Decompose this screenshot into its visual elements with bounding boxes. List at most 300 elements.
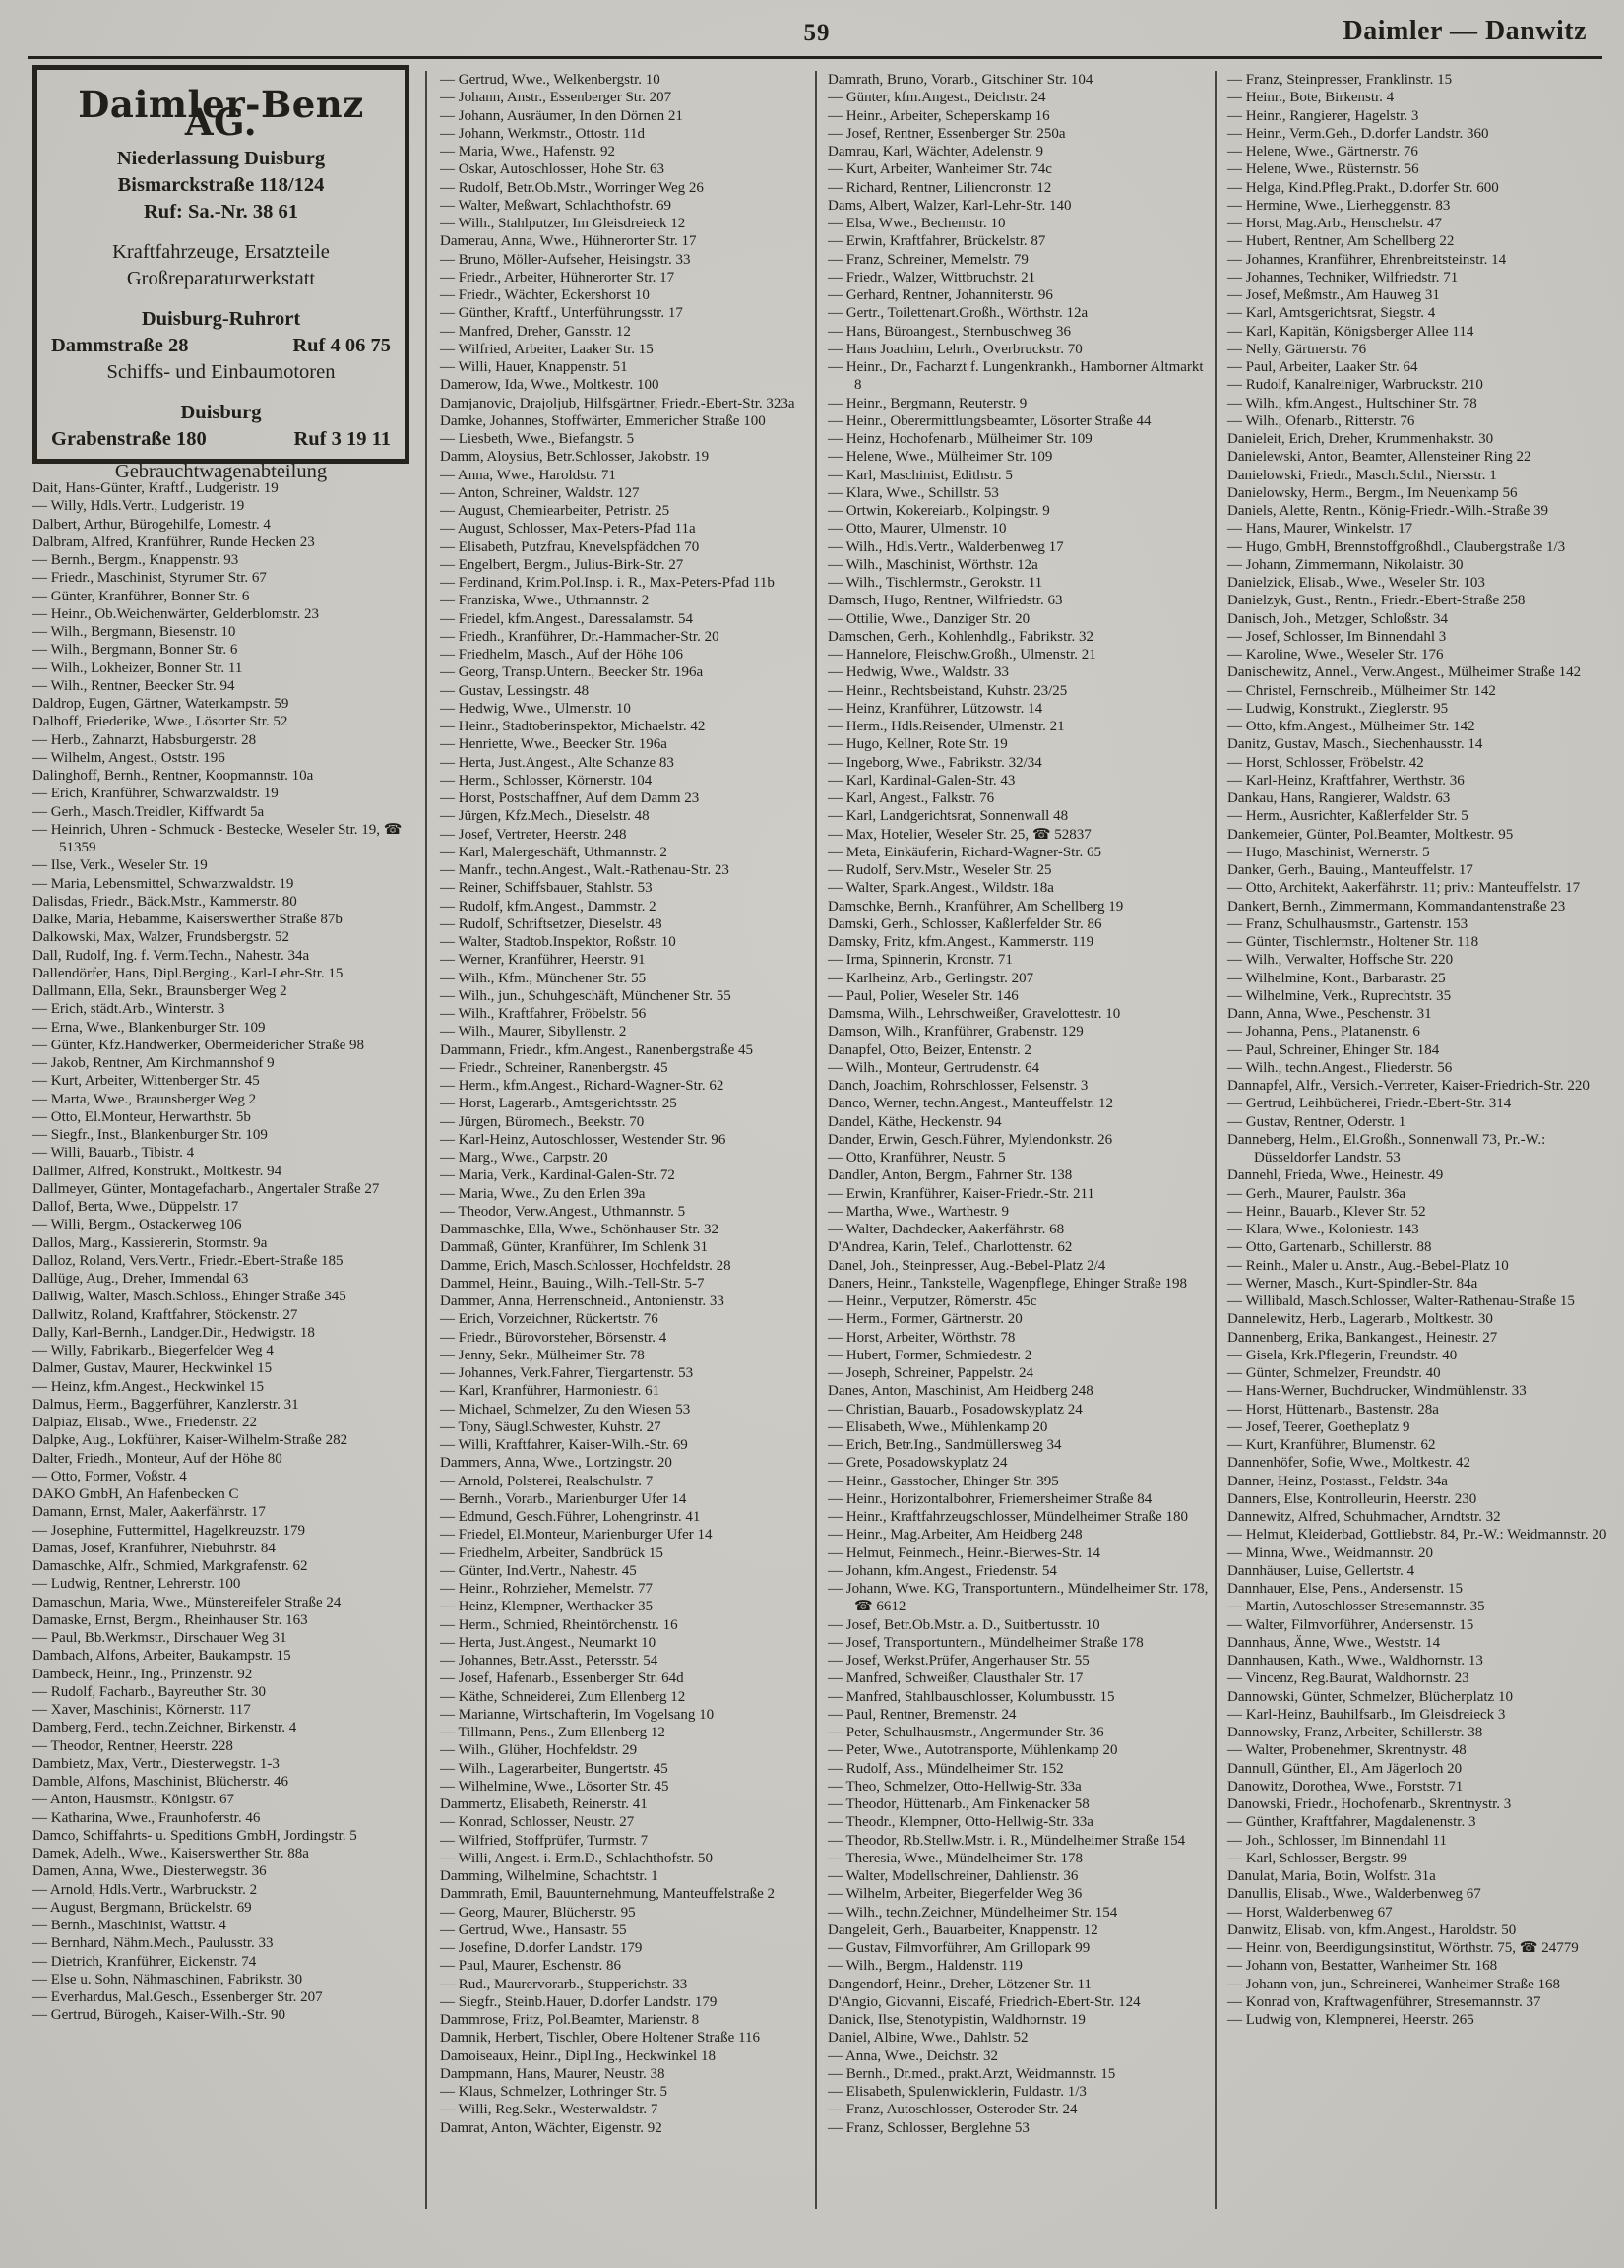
directory-entry: — Paul, Maurer, Eschenstr. 86 <box>440 1958 621 1975</box>
directory-entry: — Günter, Schmelzer, Freundstr. 40 <box>1227 1365 1441 1381</box>
directory-entry: Dander, Erwin, Gesch.Führer, Mylendonkstr. 26 <box>828 1131 1113 1148</box>
directory-entry: Dammaschke, Ella, Wwe., Schönhauser Str. 32 <box>440 1222 718 1237</box>
directory-entry: Damco, Schiffahrts- u. Speditions GmbH, Jordingstr. 5 <box>32 1827 357 1844</box>
directory-entry: — Friedh., Kranführer, Dr.-Hammacher-Str. 20 <box>440 628 719 645</box>
directory-entry: — Horst, Postschaffner, Auf dem Damm 23 <box>440 790 700 806</box>
directory-entry: — Josef, Transportuntern., Mündelheimer Straße 178 <box>828 1634 1144 1651</box>
directory-entry: — Friedr., Arbeiter, Hühnerorter Str. 17 <box>440 269 675 285</box>
directory-entry: — Liesbeth, Wwe., Biefangstr. 5 <box>440 431 635 447</box>
directory-entry: — Willibald, Masch.Schlosser, Walter-Rathenau-Straße 15 <box>1227 1293 1575 1309</box>
ad-location1-address <box>37 333 405 359</box>
directory-entry: — Theodor, Hüttenarb., Am Finkenacker 58 <box>828 1796 1090 1812</box>
directory-entry: Dallmeyer, Günter, Montagefacharb., Angertaler Straße 27 <box>32 1180 380 1197</box>
directory-entry: Danielowsky, Herm., Bergm., Im Neuenkamp 56 <box>1227 484 1518 501</box>
directory-entry: — Herm., Hdls.Reisender, Ulmenstr. 21 <box>828 719 1065 734</box>
directory-entry: Danner, Heinz, Postasst., Feldstr. 34a <box>1227 1473 1448 1489</box>
directory-entry: — Heinrich, Uhren - Schmuck - Bestecke, Weseler Str. 19, ☎ 51359 <box>32 821 403 855</box>
directory-entry: — Tony, Säugl.Schwester, Kuhstr. 27 <box>440 1418 661 1435</box>
directory-entry: — Karl, Maschinist, Edithstr. 5 <box>828 467 1013 483</box>
directory-entry: — Dietrich, Kranführer, Eickenstr. 74 <box>32 1953 257 1970</box>
directory-entry: Dalhoff, Friederike, Wwe., Lösorter Str. 52 <box>32 714 288 730</box>
directory-entry: — Herm., Schmied, Rheintörchenstr. 16 <box>440 1616 678 1633</box>
directory-entry: — Heinr., Rangierer, Hagelstr. 3 <box>1227 107 1419 124</box>
directory-entry: — Karl-Heinz, Kraftfahrer, Werthstr. 36 <box>1227 772 1465 788</box>
directory-entry: — Georg, Transp.Untern., Beecker Str. 196a <box>440 664 704 681</box>
directory-entry: — Heinz, Kranführer, Lützowstr. 14 <box>828 700 1043 717</box>
directory-entry: — Heinr., Gasstocher, Ehinger Str. 395 <box>828 1473 1059 1489</box>
directory-entry: — Theodor, Rentner, Heerstr. 228 <box>32 1737 233 1754</box>
directory-entry: — Erna, Wwe., Blankenburger Str. 109 <box>32 1019 266 1036</box>
directory-entry: — Johannes, Techniker, Wilfriedstr. 71 <box>1227 269 1459 285</box>
directory-entry: — Wilh., Monteur, Gertrudenstr. 64 <box>828 1059 1040 1076</box>
ad-location2-sub: Gebrauchtwagenabteilung <box>114 460 328 482</box>
directory-entry: DAKO GmbH, An Hafenbecken C <box>32 1486 239 1502</box>
directory-entry: — Hedwig, Wwe., Ulmenstr. 10 <box>440 700 631 717</box>
directory-entry: — Karl, Kardinal-Galen-Str. 43 <box>828 772 1016 788</box>
directory-entry: — Friedhelm, Arbeiter, Sandbrück 15 <box>440 1544 663 1561</box>
directory-entry: — Manfr., techn.Angest., Walt.-Rathenau-Str. 23 <box>440 862 729 878</box>
directory-entry: — Ottilie, Wwe., Danziger Str. 20 <box>828 610 1031 627</box>
directory-entry: — Konrad, Schlosser, Neustr. 27 <box>440 1814 635 1831</box>
ad-location1-sub: Schiffs- und Einbaumotoren <box>106 360 336 383</box>
directory-entry: — Wilh., Maschinist, Wörthstr. 12a <box>828 556 1038 573</box>
directory-entry: — Helmut, Feinmech., Heinr.-Bierwes-Str. 14 <box>828 1544 1101 1561</box>
entry-list-3 <box>828 71 1212 2137</box>
directory-entry: — Elisabeth, Putzfrau, Knevelspfädchen 70 <box>440 538 700 555</box>
directory-entry: Damme, Erich, Masch.Schlosser, Hochfeldstr. 28 <box>440 1257 731 1274</box>
directory-entry: — Jakob, Rentner, Am Kirchmannshof 9 <box>32 1055 275 1071</box>
ad-location1-phone: Ruf 4 06 75 <box>292 334 391 356</box>
directory-entry: — Helene, Wwe., Rüsternstr. 56 <box>1227 161 1419 178</box>
directory-entry: — Paul, Arbeiter, Laaker Str. 64 <box>1227 359 1418 375</box>
directory-entry: — Everhardus, Mal.Gesch., Essenberger Str. 207 <box>32 1989 323 2005</box>
directory-entry: Danners, Else, Kontrolleurin, Heerstr. 230 <box>1227 1490 1477 1507</box>
ad-company-name: Daimler-Benz AG. <box>78 83 364 145</box>
directory-entry: — Günter, Tischlermstr., Holtener Str. 118 <box>1227 934 1479 950</box>
directory-entry: Damaske, Ernst, Bergm., Rheinhauser Str. 163 <box>32 1611 308 1628</box>
directory-entry: Dait, Hans-Günter, Kraftf., Ludgeristr. 19 <box>32 480 279 496</box>
directory-entry: — Gustav, Rentner, Oderstr. 1 <box>1227 1113 1406 1130</box>
directory-entry: — Wilh., Tischlermstr., Gerokstr. 11 <box>828 575 1043 591</box>
directory-entry: — Wilh., Bergm., Haldenstr. 119 <box>828 1958 1023 1975</box>
directory-entry: — Rudolf, Facharb., Bayreuther Str. 30 <box>32 1683 267 1700</box>
directory-entry: — Helene, Wwe., Gärtnerstr. 76 <box>1227 144 1418 159</box>
directory-entry: — Friedhelm, Masch., Auf der Höhe 106 <box>440 647 684 662</box>
directory-entry: — August, Schlosser, Max-Peters-Pfad 11a <box>440 521 696 537</box>
directory-entry: — Günter, Ind.Vertr., Nahestr. 45 <box>440 1562 637 1579</box>
directory-entry: — Oskar, Autoschlosser, Hohe Str. 63 <box>440 161 664 178</box>
directory-entry: — Gerhard, Rentner, Johanniterstr. 96 <box>828 287 1053 303</box>
directory-entry: — Franziska, Wwe., Uthmannstr. 2 <box>440 593 650 609</box>
directory-entry: — Vincenz, Reg.Baurat, Waldhornstr. 23 <box>1227 1670 1469 1687</box>
directory-entry: — Karl, Angest., Falkstr. 76 <box>828 790 995 806</box>
directory-entry: — Rud., Maurervorarb., Stupperichstr. 33 <box>440 1976 688 1992</box>
directory-entry: — Wilfried, Stoffprüfer, Turmstr. 7 <box>440 1832 649 1849</box>
directory-entry: — Gisela, Krk.Pflegerin, Freundstr. 40 <box>1227 1347 1458 1363</box>
directory-entry: — Herb., Zahnarzt, Habsburgerstr. 28 <box>32 731 257 748</box>
directory-entry: — Kurt, Arbeiter, Wanheimer Str. 74c <box>828 161 1052 178</box>
directory-entry: Dallmann, Ella, Sekr., Braunsberger Weg 2 <box>32 983 287 999</box>
directory-entry: — Günter, Kfz.Handwerker, Obermeidericher Straße 98 <box>32 1037 364 1053</box>
directory-entry: — Reiner, Schiffsbauer, Stahlstr. 53 <box>440 880 653 897</box>
directory-entry: — Ortwin, Kokereiarb., Kolpingstr. 9 <box>828 503 1050 519</box>
directory-entry: — Heinr., Arbeiter, Scheperskamp 16 <box>828 107 1050 124</box>
directory-entry: Damas, Josef, Kranführer, Niebuhrstr. 84 <box>32 1540 276 1556</box>
directory-entry: — Ferdinand, Krim.Pol.Insp. i. R., Max-Peters-Pfad 11b <box>440 575 775 591</box>
directory-entry: — Anna, Wwe., Deichstr. 32 <box>828 2048 999 2064</box>
ad-phone: Ruf: Sa.-Nr. 38 61 <box>144 200 298 222</box>
directory-entry: — Walter, Stadtob.Inspektor, Roßstr. 10 <box>440 934 676 950</box>
directory-entry: — Gertrud, Wwe., Welkenbergstr. 10 <box>440 72 660 88</box>
directory-entry: Dallwig, Walter, Masch.Schloss., Ehinger Straße 345 <box>32 1289 346 1305</box>
directory-entry: — Erich, Betr.Ing., Sandmüllersweg 34 <box>828 1437 1062 1453</box>
directory-entry: — Josef, Schlosser, Im Binnendahl 3 <box>1227 628 1447 645</box>
directory-entry: — Heinr., Horizontalbohrer, Friemersheimer Straße 84 <box>828 1490 1153 1507</box>
directory-entry: Dannhauer, Else, Pens., Andersenstr. 15 <box>1227 1581 1463 1597</box>
ad-location1-street: Dammstraße 28 <box>51 334 189 356</box>
directory-entry: — Rudolf, Ass., Mündelheimer Str. 152 <box>828 1760 1064 1777</box>
directory-entry: — Jenny, Sekr., Mülheimer Str. 78 <box>440 1347 645 1363</box>
directory-entry: — Anna, Wwe., Haroldstr. 71 <box>440 467 616 483</box>
directory-entry: Damrat, Anton, Wächter, Eigenstr. 92 <box>440 2119 662 2136</box>
directory-entry: — Johann, kfm.Angest., Friedenstr. 54 <box>828 1562 1057 1579</box>
directory-entry: — Paul, Rentner, Bremenstr. 24 <box>828 1706 1017 1723</box>
directory-entry: — Manfred, Dreher, Gansstr. 12 <box>440 323 631 340</box>
directory-entry: Damson, Wilh., Kranführer, Grabenstr. 129 <box>828 1024 1084 1040</box>
directory-entry: — Heinr., Rohrzieher, Memelstr. 77 <box>440 1581 654 1597</box>
directory-entry: — Karoline, Wwe., Weseler Str. 176 <box>1227 647 1444 662</box>
directory-entry: — Martha, Wwe., Warthestr. 9 <box>828 1203 1010 1220</box>
directory-entry: — Joh., Schlosser, Im Binnendahl 11 <box>1227 1832 1447 1849</box>
directory-entry: — Heinz, Hochofenarb., Mülheimer Str. 109 <box>828 431 1093 447</box>
directory-entry: Danulat, Maria, Botin, Wolfstr. 31a <box>1227 1868 1436 1884</box>
directory-entry: — Wilh., jun., Schuhgeschäft, Münchener Str. 55 <box>440 987 731 1004</box>
directory-entry: — Bernh., Dr.med., prakt.Arzt, Weidmannstr. 15 <box>828 2065 1116 2082</box>
directory-entry: — Helmut, Kleiderbad, Gottliebstr. 84, Pr.-W.: Weidmannstr. 20 <box>1227 1527 1607 1544</box>
directory-entry: Danullis, Elisab., Wwe., Walderbenweg 67 <box>1227 1886 1481 1903</box>
directory-entry: — Herta, Just.Angest., Alte Schanze 83 <box>440 754 674 771</box>
directory-entry: — Christian, Bauarb., Posadowskyplatz 24 <box>828 1401 1083 1418</box>
directory-entry: Danco, Werner, techn.Angest., Manteuffelstr. 12 <box>828 1096 1114 1112</box>
directory-entry: — Erich, Vorzeichner, Rückertstr. 76 <box>440 1311 658 1328</box>
directory-entry: — Walter, Spark.Angest., Wildstr. 18a <box>828 880 1054 897</box>
directory-entry: — Wilh., Stahlputzer, Im Gleisdreieck 12 <box>440 216 686 231</box>
directory-entry: — Willy, Fabrikarb., Biegerfelder Weg 4 <box>32 1343 274 1358</box>
directory-entry: — Heinr., Ob.Weichenwärter, Gelderblomstr. 23 <box>32 605 320 622</box>
directory-entry: — Friedr., Bürovorsteher, Börsenstr. 4 <box>440 1329 667 1346</box>
directory-entry: — Josef, Meßmstr., Am Hauweg 31 <box>1227 287 1440 303</box>
directory-entry: — Heinr., Oberermittlungsbeamter, Lösorter Straße 44 <box>828 412 1152 429</box>
directory-entry: Damaschke, Alfr., Schmied, Markgrafenstr. 62 <box>32 1558 308 1574</box>
directory-entry: — Josef, Hafenarb., Essenberger Str. 64d <box>440 1670 684 1687</box>
directory-entry: — Heinr., Kraftfahrzeugschlosser, Mündelheimer Straße 180 <box>828 1509 1188 1525</box>
directory-entry: — Wilh., kfm.Angest., Hultschiner Str. 78 <box>1227 395 1477 411</box>
directory-entry: Danwitz, Elisab. von, kfm.Angest., Haroldstr. 50 <box>1227 1922 1517 1938</box>
directory-entry: — August, Chemiearbeiter, Petristr. 25 <box>440 503 670 519</box>
directory-entry: Dandel, Käthe, Heckenstr. 94 <box>828 1113 1002 1130</box>
directory-entry: Dammaß, Günter, Kranführer, Im Schlenk 31 <box>440 1239 709 1256</box>
directory-entry: — Friedr., Maschinist, Styrumer Str. 67 <box>32 570 267 587</box>
directory-entry: Dannhausen, Kath., Wwe., Waldhornstr. 13 <box>1227 1653 1483 1669</box>
running-head: Daimler — Danwitz <box>1343 16 1587 46</box>
directory-entry: — Josef, Vertreter, Heerstr. 248 <box>440 826 627 843</box>
directory-entry: Dallwitz, Roland, Kraftfahrer, Stöckenstr. 27 <box>32 1306 298 1323</box>
directory-entry: — Anton, Hausmstr., Königstr. 67 <box>32 1792 235 1808</box>
directory-entry: — Peter, Schulhausmstr., Angermunder Str. 36 <box>828 1725 1104 1740</box>
column-separator <box>815 71 817 2209</box>
directory-entry: — Nelly, Gärtnerstr. 76 <box>1227 341 1367 357</box>
directory-entry: — Manfred, Schweißer, Clausthaler Str. 17 <box>828 1670 1084 1687</box>
directory-entry: Dammers, Anna, Wwe., Lortzingstr. 20 <box>440 1455 672 1472</box>
directory-entry: — Wilh., Lagerarbeiter, Bungertstr. 45 <box>440 1760 668 1777</box>
directory-entry: Damrau, Karl, Wächter, Adelenstr. 9 <box>828 144 1044 159</box>
directory-entry: — Richard, Rentner, Liliencronstr. 12 <box>828 179 1052 196</box>
directory-entry: Danneberg, Helm., El.Großh., Sonnenwall 73, Pr.-W.: Düsseldorfer Landstr. 53 <box>1227 1131 1546 1166</box>
page-number: 59 <box>803 20 831 46</box>
directory-entry: Dalbram, Alfred, Kranführer, Runde Hecken 23 <box>32 534 315 550</box>
directory-entry: — Karlheinz, Arb., Gerlingstr. 207 <box>828 970 1034 986</box>
directory-entry: — Heinr., Bote, Birkenstr. 4 <box>1227 90 1395 106</box>
directory-entry: — Josefine, D.dorfer Landstr. 179 <box>440 1940 643 1956</box>
directory-entry: Damrath, Bruno, Vorarb., Gitschiner Str. 104 <box>828 72 1093 88</box>
directory-entry: — Theodor, Verw.Angest., Uthmannstr. 5 <box>440 1203 686 1220</box>
directory-entry: Dallmer, Alfred, Konstrukt., Moltkestr. 94 <box>32 1163 282 1179</box>
ad-branch: Niederlassung Duisburg <box>116 147 326 169</box>
directory-column-4 <box>1227 71 1607 2029</box>
directory-entry: — Rudolf, Kanalreiniger, Warbruckstr. 210 <box>1227 377 1483 394</box>
directory-entry: — Michael, Schmelzer, Zu den Wiesen 53 <box>440 1401 691 1418</box>
directory-entry: — Meta, Einkäuferin, Richard-Wagner-Str. 65 <box>828 844 1101 860</box>
directory-entry: — Erich, städt.Arb., Winterstr. 3 <box>32 1001 225 1018</box>
directory-entry: — Wilh., Kfm., Münchener Str. 55 <box>440 970 647 986</box>
directory-entry: — Paul, Schreiner, Ehinger Str. 184 <box>1227 1041 1440 1058</box>
directory-entry: Dangeleit, Gerh., Bauarbeiter, Knappenstr. 12 <box>828 1922 1098 1938</box>
directory-entry: — Bernh., Maschinist, Wattstr. 4 <box>32 1918 226 1933</box>
directory-entry: — Hans, Maurer, Winkelstr. 17 <box>1227 521 1413 537</box>
directory-entry: Daniels, Alette, Rentn., König-Friedr.-Wilh.-Straße 39 <box>1227 503 1549 519</box>
directory-entry: — Ingeborg, Wwe., Fabrikstr. 32/34 <box>828 754 1042 771</box>
directory-entry: Dalpiaz, Elisab., Wwe., Friedenstr. 22 <box>32 1415 258 1430</box>
ad-location1: Duisburg-Ruhrort <box>141 307 301 330</box>
directory-entry: — Hubert, Former, Schmiedestr. 2 <box>828 1347 1032 1363</box>
directory-entry: Damek, Adelh., Wwe., Kaiserswerther Str. 88a <box>32 1846 309 1861</box>
directory-entry: Damski, Gerh., Schlosser, Kaßlerfelder Str. 86 <box>828 915 1102 932</box>
directory-entry: — Walter, Meßwart, Schlachthofstr. 69 <box>440 197 671 214</box>
directory-entry: — Gertrud, Leihbücherei, Friedr.-Ebert-Str. 314 <box>1227 1096 1512 1112</box>
directory-entry: — Reinh., Maler u. Anstr., Aug.-Bebel-Platz 10 <box>1227 1257 1509 1274</box>
directory-entry: — Gerh., Masch.Treidler, Kiffwardt 5a <box>32 803 265 820</box>
directory-entry: Damoiseaux, Heinr., Dipl.Ing., Heckwinkel 18 <box>440 2048 716 2064</box>
directory-entry: Dalkowski, Max, Walzer, Frundsbergstr. 52 <box>32 929 289 946</box>
directory-entry: — Christel, Fernschreib., Mülheimer Str. 142 <box>1227 682 1496 699</box>
directory-entry: Damerow, Ida, Wwe., Moltkestr. 100 <box>440 377 659 394</box>
directory-entry: Dammertz, Elisabeth, Reinerstr. 41 <box>440 1796 648 1812</box>
directory-entry: Danick, Ilse, Stenotypistin, Waldhornstr. 19 <box>828 2012 1086 2028</box>
directory-entry: — Karl, Schlosser, Bergstr. 99 <box>1227 1850 1407 1866</box>
directory-entry: — Franz, Schlosser, Berglehne 53 <box>828 2119 1030 2136</box>
directory-entry: — Günther, Kraftfahrer, Magdalenenstr. 3 <box>1227 1814 1476 1831</box>
directory-entry: Danch, Joachim, Rohrschlosser, Felsenstr. 3 <box>828 1078 1089 1094</box>
directory-entry: — Kurt, Kranführer, Blumenstr. 62 <box>1227 1437 1436 1453</box>
directory-entry: Dalpke, Aug., Lokführer, Kaiser-Wilhelm-Straße 282 <box>32 1432 348 1449</box>
directory-entry: — Josef, Rentner, Essenberger Str. 250a <box>828 125 1066 142</box>
directory-entry: — Horst, Walderbenweg 67 <box>1227 1904 1393 1921</box>
directory-entry: — Rudolf, Serv.Mstr., Weseler Str. 25 <box>828 862 1052 878</box>
directory-entry: — Karl-Heinz, Bauhilfsarb., Im Gleisdreieck 3 <box>1227 1706 1506 1723</box>
directory-entry: — Hugo, Maschinist, Wernerstr. 5 <box>1227 844 1430 860</box>
ad-offer-line1: Kraftfahrzeuge, Ersatzteile <box>112 240 330 263</box>
directory-entry: — Bernhard, Nähm.Mech., Paulusstr. 33 <box>32 1935 274 1952</box>
ad-offer-line2: Großreparaturwerkstatt <box>126 267 316 289</box>
directory-entry: — Ludwig von, Klempnerei, Heerstr. 265 <box>1227 2012 1474 2028</box>
directory-entry: Dalmus, Herm., Baggerführer, Kanzlerstr. 31 <box>32 1396 299 1413</box>
directory-entry: — Josef, Werkst.Prüfer, Angerhauser Str. 55 <box>828 1653 1090 1669</box>
directory-entry: — Max, Hotelier, Weseler Str. 25, ☎ 52837 <box>828 826 1092 843</box>
directory-entry: Danel, Joh., Steinpresser, Aug.-Bebel-Platz 2/4 <box>828 1257 1106 1274</box>
directory-entry: — Heinr., Bauarb., Klever Str. 52 <box>1227 1203 1426 1220</box>
directory-entry: — Gustav, Lessingstr. 48 <box>440 682 590 699</box>
directory-entry: — Wilfried, Arbeiter, Laaker Str. 15 <box>440 341 654 357</box>
directory-entry: — Siegfr., Steinb.Hauer, D.dorfer Landstr. 179 <box>440 1993 718 2010</box>
directory-entry: Dangendorf, Heinr., Dreher, Lötzener Str. 11 <box>828 1976 1092 1992</box>
directory-entry: Damjanovic, Drajoljub, Hilfsgärtner, Friedr.-Ebert-Str. 323a <box>440 395 795 411</box>
directory-entry: — Josephine, Futtermittel, Hagelkreuzstr. 179 <box>32 1522 306 1539</box>
directory-entry: — Herm., Schlosser, Körnerstr. 104 <box>440 772 653 788</box>
directory-entry: — Gertrud, Bürogeh., Kaiser-Wilh.-Str. 90 <box>32 2007 285 2024</box>
directory-entry: — August, Bergmann, Brückelstr. 69 <box>32 1899 252 1916</box>
directory-entry: Dall, Rudolf, Ing. f. Verm.Techn., Nahestr. 34a <box>32 947 310 964</box>
directory-entry: — Gertrud, Wwe., Hansastr. 55 <box>440 1922 627 1938</box>
directory-entry: — Horst, Schlosser, Fröbelstr. 42 <box>1227 754 1424 771</box>
directory-entry: Daniel, Albine, Wwe., Dahlstr. 52 <box>828 2030 1029 2047</box>
directory-entry: — Bernh., Bergm., Knappenstr. 93 <box>32 552 239 568</box>
directory-entry: — Maria, Verk., Kardinal-Galen-Str. 72 <box>440 1167 675 1184</box>
directory-entry: — Hugo, GmbH, Brennstoffgroßhdl., Claubergstraße 1/3 <box>1227 538 1566 555</box>
directory-entry: — Grete, Posadowskyplatz 24 <box>828 1455 1008 1472</box>
directory-entry: — Edmund, Gesch.Führer, Lohengrinstr. 41 <box>440 1509 701 1525</box>
directory-entry: — Günther, Kraftf., Unterführungsstr. 17 <box>440 305 683 322</box>
directory-entry: — Rudolf, Betr.Ob.Mstr., Worringer Weg 26 <box>440 179 704 196</box>
directory-entry: Damsky, Fritz, kfm.Angest., Kammerstr. 119 <box>828 934 1094 950</box>
directory-entry: — Otto, El.Monteur, Herwarthstr. 5b <box>32 1108 251 1125</box>
directory-entry: — Horst, Lagerarb., Amtsgerichtsstr. 25 <box>440 1096 677 1112</box>
directory-entry: Damschke, Bernh., Kranführer, Am Schellberg 19 <box>828 898 1124 914</box>
directory-entry: Dankau, Hans, Rangierer, Waldstr. 63 <box>1227 790 1451 806</box>
directory-entry: Damble, Alfons, Maschinist, Blücherstr. 46 <box>32 1774 288 1790</box>
directory-entry: Daners, Heinr., Tankstelle, Wagenpflege, Ehinger Straße 198 <box>828 1275 1187 1292</box>
directory-entry: Dandler, Anton, Bergm., Fahrner Str. 138 <box>828 1167 1073 1184</box>
directory-entry: Dammann, Friedr., kfm.Angest., Ranenbergstraße 45 <box>440 1041 753 1058</box>
directory-entry: — Hans Joachim, Lehrh., Overbruckstr. 70 <box>828 341 1083 357</box>
directory-entry: — Heinr., Verm.Geh., D.dorfer Landstr. 360 <box>1227 125 1489 142</box>
directory-entry: — Elsa, Wwe., Bechemstr. 10 <box>828 216 1006 231</box>
directory-entry: Damsch, Hugo, Rentner, Wilfriedstr. 63 <box>828 593 1063 609</box>
directory-entry: — Ilse, Verk., Weseler Str. 19 <box>32 857 208 874</box>
directory-entry: — Heinr. von, Beerdigungsinstitut, Wörthstr. 75, ☎ 24779 <box>1227 1940 1579 1956</box>
directory-entry: — Otto, kfm.Angest., Mülheimer Str. 142 <box>1227 719 1475 734</box>
directory-entry: — Johann, Werkmstr., Ottostr. 11d <box>440 125 645 142</box>
directory-entry: — Willi, Hauer, Knappenstr. 51 <box>440 359 628 375</box>
directory-entry: — Erwin, Kraftfahrer, Brückelstr. 87 <box>828 233 1046 250</box>
directory-entry: — Wilh., Ofenarb., Ritterstr. 76 <box>1227 412 1415 429</box>
directory-entry: Damke, Johannes, Stoffwärter, Emmericher Straße 100 <box>440 412 766 429</box>
directory-entry: Dallof, Berta, Wwe., Düppelstr. 17 <box>32 1199 239 1215</box>
directory-entry: Damen, Anna, Wwe., Diesterwegstr. 36 <box>32 1863 267 1880</box>
directory-entry: Dannhaus, Änne, Wwe., Weststr. 14 <box>1227 1634 1441 1651</box>
directory-entry: — Paul, Polier, Weseler Str. 146 <box>828 987 1019 1004</box>
directory-entry: Dallüge, Aug., Dreher, Immendal 63 <box>32 1271 249 1287</box>
directory-entry: — Johannes, Verk.Fahrer, Tiergartenstr. 53 <box>440 1365 694 1381</box>
directory-entry: Danisch, Joh., Metzger, Schloßstr. 34 <box>1227 610 1448 627</box>
directory-entry: — Hans, Büroangest., Sternbuschweg 36 <box>828 323 1072 340</box>
directory-entry: Dams, Albert, Walzer, Karl-Lehr-Str. 140 <box>828 197 1072 214</box>
directory-entry: Damm, Aloysius, Betr.Schlosser, Jakobstr. 19 <box>440 449 710 466</box>
directory-entry: — Johann von, Bestatter, Wanheimer Str. 168 <box>1227 1958 1498 1975</box>
directory-entry: — Hannelore, Fleischw.Großh., Ulmenstr. 21 <box>828 647 1096 662</box>
directory-entry: — Heinr., Mag.Arbeiter, Am Heidberg 248 <box>828 1527 1083 1544</box>
directory-entry: Danes, Anton, Maschinist, Am Heidberg 248 <box>828 1383 1093 1400</box>
directory-entry: Dannenhöfer, Sofie, Wwe., Moltkestr. 42 <box>1227 1455 1470 1472</box>
directory-entry: — Werner, Masch., Kurt-Spindler-Str. 84a <box>1227 1275 1478 1292</box>
directory-entry: — Wilh., Lokheizer, Bonner Str. 11 <box>32 660 243 676</box>
directory-entry: Dannowski, Günter, Schmelzer, Blücherplatz 10 <box>1227 1688 1513 1705</box>
directory-entry: Dallos, Marg., Kassiererin, Stormstr. 9a <box>32 1234 268 1251</box>
directory-entry: — Rudolf, Schriftsetzer, Dieselstr. 48 <box>440 915 662 932</box>
directory-entry: Damnik, Herbert, Tischler, Obere Holtener Straße 116 <box>440 2030 761 2047</box>
directory-entry: — Joseph, Schreiner, Pappelstr. 24 <box>828 1365 1033 1381</box>
directory-entry: — Marta, Wwe., Braunsberger Weg 2 <box>32 1091 257 1107</box>
directory-entry: — Willi, Bauarb., Tibistr. 4 <box>32 1145 195 1162</box>
directory-entry: Dammrose, Fritz, Pol.Beamter, Marienstr. 8 <box>440 2012 700 2028</box>
directory-entry: D'Andrea, Karin, Telef., Charlottenstr. 62 <box>828 1239 1073 1256</box>
directory-entry: Damberg, Ferd., techn.Zeichner, Birkenstr. 4 <box>32 1720 297 1736</box>
directory-entry: Daldrop, Eugen, Gärtner, Waterkampstr. 59 <box>32 696 289 712</box>
directory-entry: — Wilh., Kraftfahrer, Fröbelstr. 56 <box>440 1006 647 1022</box>
directory-entry: — Gustav, Filmvorführer, Am Grillopark 99 <box>828 1940 1091 1956</box>
daimler-benz-advertisement <box>32 65 409 482</box>
directory-entry: — Xaver, Maschinist, Körnerstr. 117 <box>32 1702 251 1718</box>
directory-entry: Danielzick, Elisab., Wwe., Weseler Str. 103 <box>1227 575 1485 591</box>
directory-entry: — Marg., Wwe., Carpstr. 20 <box>440 1150 608 1166</box>
directory-entry: — Hugo, Kellner, Rote Str. 19 <box>828 736 1008 753</box>
directory-entry: — Marianne, Wirtschafterin, Im Vogelsang 10 <box>440 1706 715 1723</box>
directory-entry: — Josef, Teerer, Goetheplatz 9 <box>1227 1418 1410 1435</box>
directory-entry: — Elisabeth, Spulenwicklerin, Fuldastr. 1/3 <box>828 2084 1087 2100</box>
directory-entry: Damschen, Gerh., Kohlenhdlg., Fabrikstr. 32 <box>828 628 1093 645</box>
directory-entry: — Karl, Kranführer, Harmoniestr. 61 <box>440 1383 660 1400</box>
ad-location2: Duisburg <box>180 401 262 423</box>
directory-entry: — Anton, Schreiner, Waldstr. 127 <box>440 484 640 501</box>
directory-entry: — Friedel, El.Monteur, Marienburger Ufer 14 <box>440 1527 713 1544</box>
directory-entry: — Franz, Autoschlosser, Osteroder Str. 24 <box>828 2102 1078 2118</box>
directory-column-2 <box>440 71 812 2137</box>
directory-entry: — Hans-Werner, Buchdrucker, Windmühlenstr. 33 <box>1227 1383 1527 1400</box>
directory-entry: — Johann, Ausräumer, In den Dörnen 21 <box>440 107 683 124</box>
directory-entry: — Rudolf, kfm.Angest., Dammstr. 2 <box>440 898 656 914</box>
directory-entry: — Franz, Schulhausmstr., Gartenstr. 153 <box>1227 915 1468 932</box>
directory-entry: — Walter, Probenehmer, Skrentnystr. 48 <box>1227 1742 1467 1759</box>
directory-entry: — Horst, Mag.Arb., Henschelstr. 47 <box>1227 216 1442 231</box>
ad-location2-phone: Ruf 3 19 11 <box>293 427 391 450</box>
directory-entry: — Wilhelmine, Kont., Barbarastr. 25 <box>1227 970 1446 986</box>
directory-entry: — Herta, Just.Angest., Neumarkt 10 <box>440 1634 656 1651</box>
directory-entry: — Wilh., techn.Zeichner, Mündelheimer Str. 154 <box>828 1904 1118 1921</box>
directory-entry: — Johann, Anstr., Essenberger Str. 207 <box>440 90 672 106</box>
directory-entry: — Klara, Wwe., Koloniestr. 143 <box>1227 1222 1419 1237</box>
directory-entry: — Minna, Wwe., Weidmannstr. 20 <box>1227 1544 1434 1561</box>
directory-entry: — Willi, Reg.Sekr., Westerwaldstr. 7 <box>440 2102 658 2118</box>
directory-entry: — Theodr., Klempner, Otto-Hellwig-Str. 33a <box>828 1814 1093 1831</box>
